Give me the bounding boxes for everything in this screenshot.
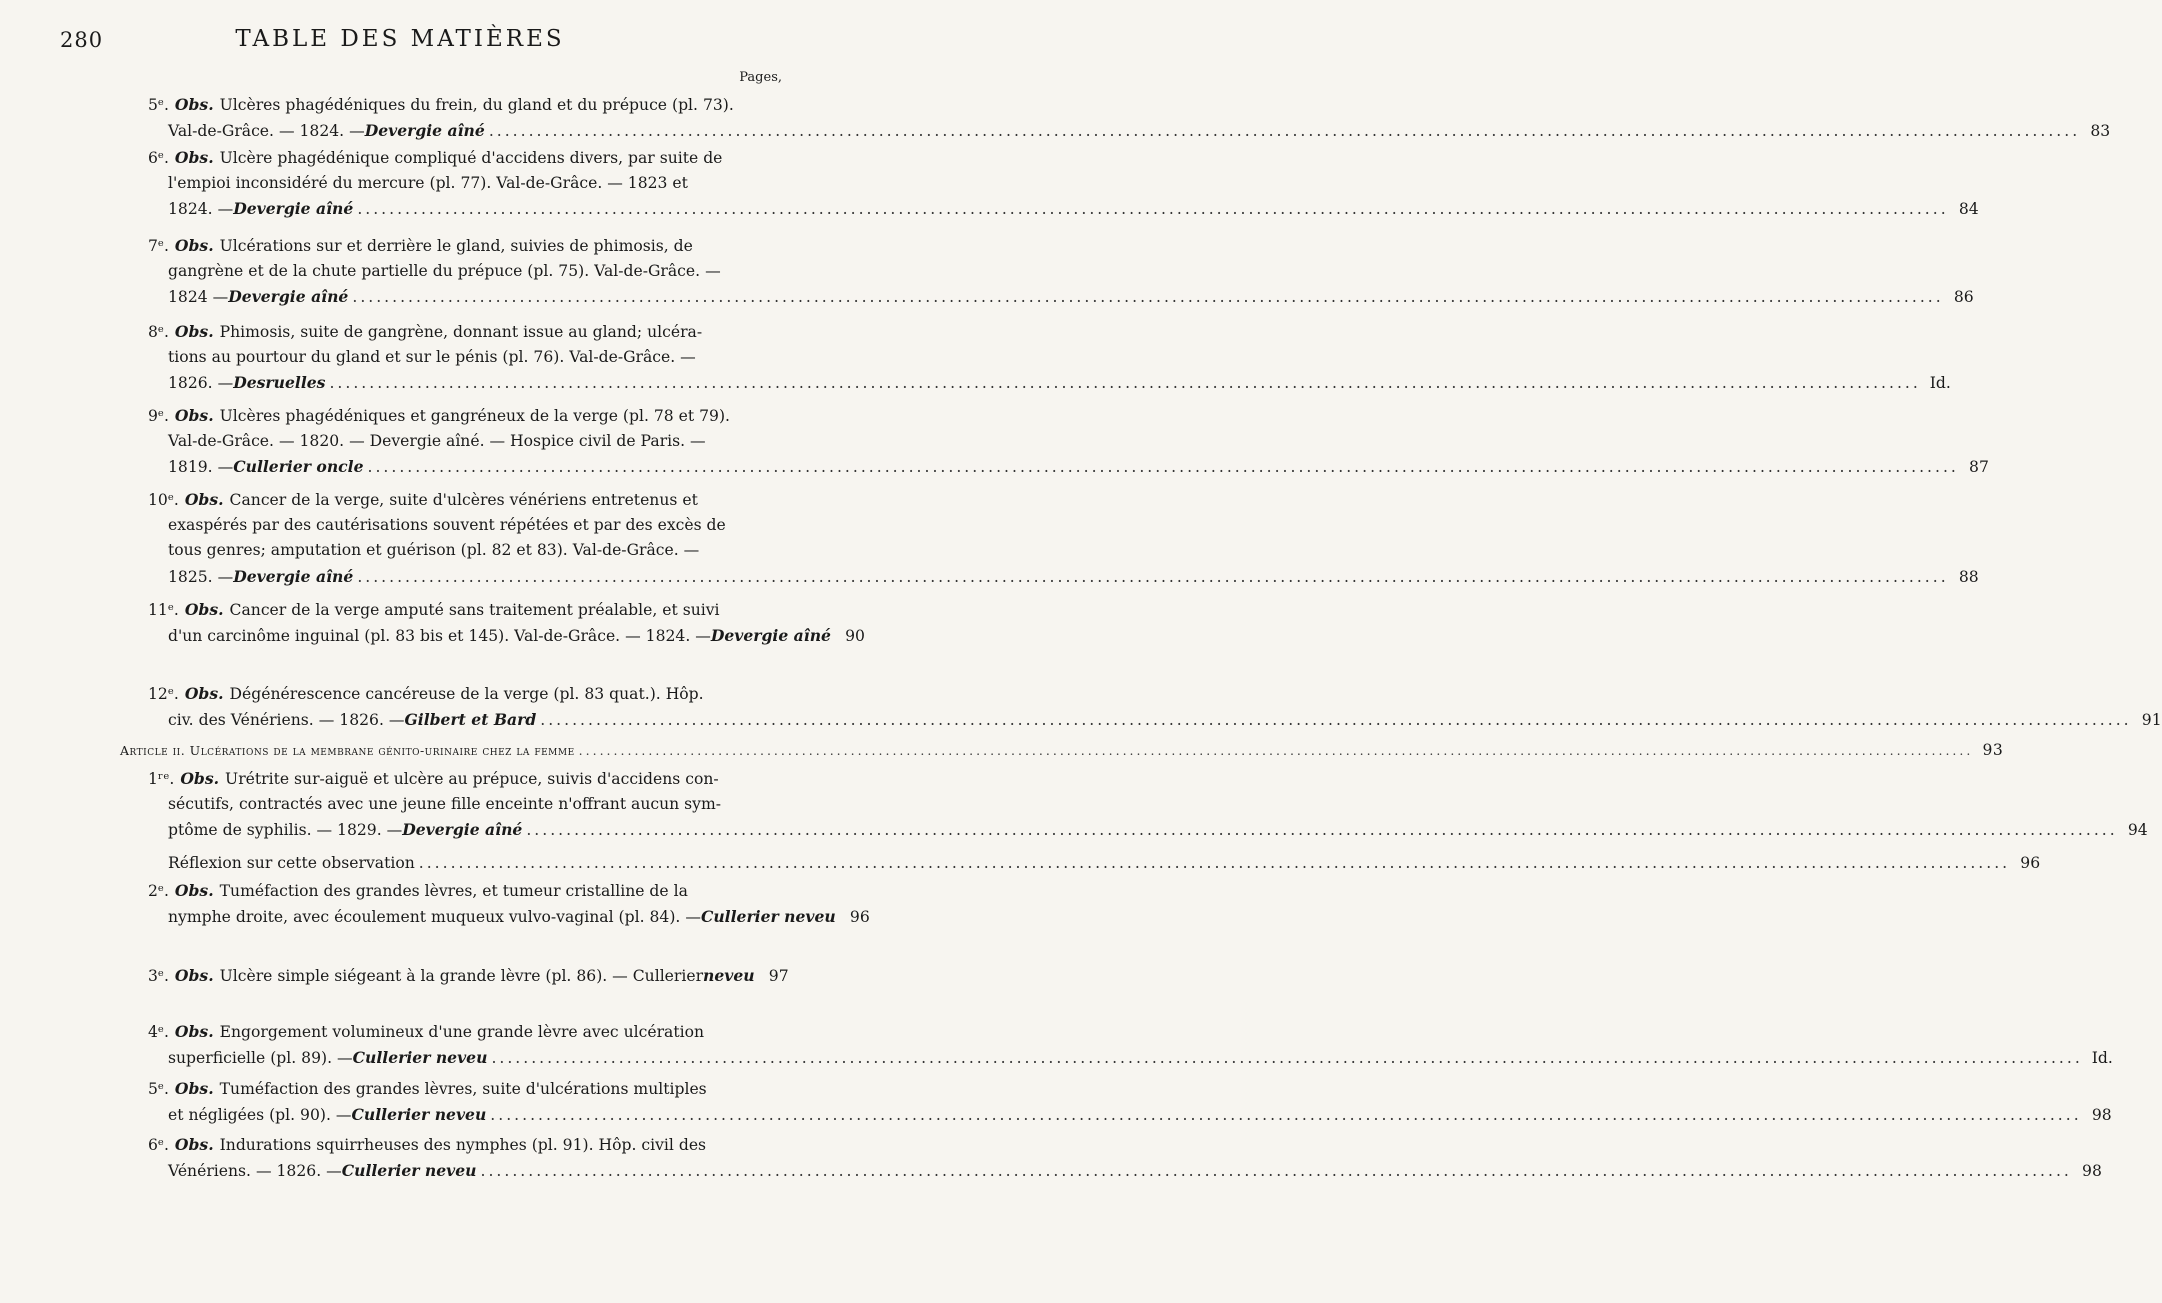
observation-number: 6ᵉ. xyxy=(148,149,169,167)
entry-text: 1825. — xyxy=(168,567,234,586)
observation-number: 4ᵉ. xyxy=(148,1023,169,1041)
author-name: Devergie aîné xyxy=(228,287,349,306)
dot-leader xyxy=(481,1159,2072,1185)
entry-line xyxy=(168,851,2041,877)
observation-number: 10ᵉ. xyxy=(148,491,179,509)
author-name: Devergie aîné xyxy=(402,820,523,839)
entry-line xyxy=(168,904,870,930)
toc-entry xyxy=(148,1019,2113,1070)
author-name: Devergie aîné xyxy=(233,199,354,218)
dot-leader xyxy=(489,119,2080,145)
entry-text: 1824 — xyxy=(168,288,229,306)
entry-text: exaspérés par des cautérisations souvent répétées et par des excès de xyxy=(168,515,726,534)
entry-line xyxy=(168,513,764,539)
entry-line xyxy=(148,963,789,989)
entry-line xyxy=(148,1076,764,1102)
author-name: Cullerier neveu xyxy=(700,906,836,926)
toc-entry xyxy=(148,878,870,929)
entry-text: Ulcères phagédéniques du frein, du gland et du prépuce (pl. 73). xyxy=(219,96,734,114)
obs-label: Obs. xyxy=(174,1079,214,1098)
entry-line xyxy=(148,766,764,792)
entry-line xyxy=(168,1102,2112,1128)
entry-line xyxy=(148,92,764,118)
entry-text: Dégénérescence cancéreuse de la verge (pl. 83 quat.). Hôp. xyxy=(229,685,704,703)
dot-leader xyxy=(368,455,1959,481)
page-reference: 97 xyxy=(768,967,789,985)
entry-line xyxy=(148,233,764,259)
toc-entry xyxy=(148,487,1979,589)
entry-text: Ulcères phagédéniques et gangréneux de la verge (pl. 78 et 79). xyxy=(219,407,731,425)
obs-label: Obs. xyxy=(174,95,214,114)
entry-text: tions au pourtour du gland et sur le pénis (pl. 76). Val-de-Grâce. — xyxy=(168,347,696,366)
entry-text: nymphe droite, avec écoulement muqueux vulvo-vaginal (pl. 84). — xyxy=(168,907,701,926)
entry-line xyxy=(168,454,1989,480)
entry-text: Tuméfaction des grandes lèvres, suite d'ulcérations multiples xyxy=(219,1080,707,1098)
observation-number: 11ᵉ. xyxy=(148,601,179,619)
entry-text: civ. des Vénériens. — 1826. — xyxy=(168,710,405,729)
obs-label: Obs. xyxy=(180,769,220,788)
entry-line xyxy=(168,538,764,564)
page-reference: 96 xyxy=(2020,854,2041,872)
author-name: Gilbert et Bard xyxy=(404,709,537,729)
page-reference: 94 xyxy=(2127,821,2148,839)
obs-label: Obs. xyxy=(184,684,224,703)
toc-entry xyxy=(148,766,2148,843)
entry-line xyxy=(148,878,764,904)
author-name: Devergie aîné xyxy=(364,120,485,140)
obs-label: Obs. xyxy=(174,148,214,167)
page-header xyxy=(0,26,800,62)
entry-line xyxy=(168,118,2111,144)
entry-text: Réflexion sur cette observation xyxy=(168,854,415,872)
author-name: Devergie aîné xyxy=(710,625,831,645)
obs-label: Obs. xyxy=(174,966,214,985)
entry-text: l'empioi inconsidéré du mercure (pl. 77). Val-de-Grâce. — 1823 et xyxy=(168,173,688,192)
entry-line xyxy=(148,319,764,345)
entry-text: Vénériens. — 1826. — xyxy=(168,1161,342,1180)
entry-text: Tuméfaction des grandes lèvres, et tumeur cristalline de la xyxy=(219,882,688,900)
observation-number: 2ᵉ. xyxy=(148,882,169,900)
dot-leader xyxy=(491,1046,2082,1072)
entry-line xyxy=(168,792,764,818)
entry-text: Urétrite sur-aiguë et ulcère au prépuce, suivis d'accidens con- xyxy=(225,770,719,788)
entry-text: tous genres; amputation et guérison (pl. 82 et 83). Val-de-Grâce. — xyxy=(168,541,700,559)
entry-text: Ulcérations sur et derrière le gland, suivies de phimosis, de xyxy=(219,237,693,255)
entry-text: Ulcère simple siégeant à la grande lèvre (pl. 86). — Cullerier xyxy=(219,967,704,985)
obs-label: Obs. xyxy=(174,322,214,341)
entry-text: Indurations squirrheuses des nymphes (pl. 91). Hôp. civil des xyxy=(219,1136,707,1154)
toc-entry xyxy=(148,681,2162,732)
page-reference: Id. xyxy=(2091,1048,2113,1067)
entry-line xyxy=(168,196,1979,222)
page-reference: 86 xyxy=(1953,288,1974,306)
toc-entry xyxy=(148,92,2111,143)
entry-line xyxy=(168,817,2148,843)
article-page: 93 xyxy=(1982,741,2004,759)
entry-line xyxy=(168,259,764,285)
entry-line xyxy=(168,370,1951,396)
author-name: Cullerier oncle xyxy=(233,457,364,476)
entry-text: ptôme de syphilis. — 1829. — xyxy=(168,821,403,839)
toc-entry xyxy=(148,597,865,648)
page-reference: 84 xyxy=(1958,200,1979,218)
observation-number: 7ᵉ. xyxy=(148,237,169,255)
entry-text: d'un carcinôme inguinal (pl. 83 bis et 145). Val-de-Grâce. — 1824. — xyxy=(168,626,711,645)
toc-entry xyxy=(148,963,789,989)
running-title: TABLE DES MATIÈRES xyxy=(235,26,565,52)
article-heading xyxy=(120,741,2004,759)
author-name: Cullerier neveu xyxy=(351,1104,487,1124)
entry-text: Cancer de la verge amputé sans traitement préalable, et suivi xyxy=(229,601,720,619)
page-reference: 87 xyxy=(1969,458,1989,476)
page-reference: 98 xyxy=(2082,1161,2102,1180)
obs-label: Obs. xyxy=(174,1135,214,1154)
entry-line xyxy=(168,171,764,197)
pages-column-label: Pages, xyxy=(739,70,782,85)
article-label: Article ii. Ulcérations de la membrane génito-urinaire chez la femme xyxy=(120,743,575,758)
observation-number: 3ᵉ. xyxy=(148,967,169,985)
toc-entry xyxy=(148,319,1951,396)
observation-number: 1ʳᵉ. xyxy=(148,770,175,788)
observation-number: 5ᵉ. xyxy=(148,1080,169,1098)
dot-leader xyxy=(352,285,1943,311)
author-name: Cullerier neveu xyxy=(352,1047,488,1067)
entry-text: Val-de-Grâce. — 1820. — Devergie aîné. — Hospice civil de Paris. — xyxy=(168,431,706,450)
entry-line xyxy=(168,1158,2102,1184)
entry-line xyxy=(148,403,764,429)
entry-line xyxy=(168,284,1974,310)
entry-text: 1819. — xyxy=(168,458,234,476)
entry-text: Ulcère phagédénique compliqué d'accidens divers, par suite de xyxy=(219,149,723,167)
author-name: Cullerier neveu xyxy=(341,1160,477,1180)
entry-text: Cancer de la verge, suite d'ulcères vénériens entretenus et xyxy=(229,491,698,509)
entry-text: 1824. — xyxy=(168,200,234,218)
observation-number: 12ᵉ. xyxy=(148,685,179,703)
entry-line xyxy=(168,623,865,649)
toc-entry xyxy=(148,233,1974,310)
entry-text: gangrène et de la chute partielle du prépuce (pl. 75). Val-de-Grâce. — xyxy=(168,261,721,280)
entry-text: 1826. — xyxy=(168,374,234,392)
dot-leader xyxy=(526,818,2117,844)
obs-label: Obs. xyxy=(174,406,214,425)
entry-line xyxy=(148,1132,764,1158)
page-reference: 88 xyxy=(1958,567,1979,586)
observation-number: 6ᵉ. xyxy=(148,1136,169,1154)
obs-label: Obs. xyxy=(174,236,214,255)
entry-line xyxy=(148,487,764,513)
entry-line xyxy=(148,145,764,171)
toc-entry xyxy=(148,1132,2102,1183)
page-reference: 96 xyxy=(849,907,870,926)
dot-leader xyxy=(419,851,2010,877)
dot-leader xyxy=(540,708,2131,734)
toc-entry xyxy=(148,1076,2112,1127)
toc-entry xyxy=(148,403,1989,480)
dot-leader xyxy=(490,1103,2081,1129)
entry-line xyxy=(148,681,764,707)
page-reference: 98 xyxy=(2091,1105,2112,1124)
toc-entry xyxy=(148,851,2041,877)
entry-line xyxy=(168,707,2162,733)
entry-line xyxy=(168,1045,2113,1071)
page-reference: 90 xyxy=(845,626,865,645)
entry-line xyxy=(148,1019,764,1045)
obs-label: Obs. xyxy=(184,600,224,619)
dot-leader xyxy=(579,743,1974,758)
entry-line xyxy=(168,564,1979,590)
entry-text: Phimosis, suite de gangrène, donnant issue au gland; ulcéra- xyxy=(219,323,703,341)
entry-text: et négligées (pl. 90). — xyxy=(168,1105,352,1124)
obs-label: Obs. xyxy=(174,881,214,900)
page-reference: Id. xyxy=(1929,374,1951,392)
observation-number: 8ᵉ. xyxy=(148,323,169,341)
author-name: Desruelles xyxy=(233,373,326,392)
entry-line xyxy=(168,345,764,371)
page-reference: 83 xyxy=(2090,121,2111,140)
dot-leader xyxy=(329,371,1920,397)
entry-line xyxy=(148,597,764,623)
obs-label: Obs. xyxy=(184,490,224,509)
page-number: 280 xyxy=(60,28,104,52)
entry-text: superficielle (pl. 89). — xyxy=(168,1048,353,1067)
dot-leader xyxy=(357,565,1948,591)
page-reference: 91 xyxy=(2141,710,2162,729)
toc-entry xyxy=(148,145,1979,222)
entry-text: sécutifs, contractés avec une jeune fille enceinte n'offrant aucun sym- xyxy=(168,794,722,813)
entry-line xyxy=(168,429,764,455)
entry-text: Val-de-Grâce. — 1824. — xyxy=(168,121,365,140)
observation-number: 5ᵉ. xyxy=(148,96,169,114)
author-name: Devergie aîné xyxy=(233,566,354,586)
entry-text: Engorgement volumineux d'une grande lèvre avec ulcération xyxy=(219,1023,705,1041)
dot-leader xyxy=(357,197,1948,223)
author-name: neveu xyxy=(703,966,755,985)
obs-label: Obs. xyxy=(174,1022,214,1041)
observation-number: 9ᵉ. xyxy=(148,407,169,425)
